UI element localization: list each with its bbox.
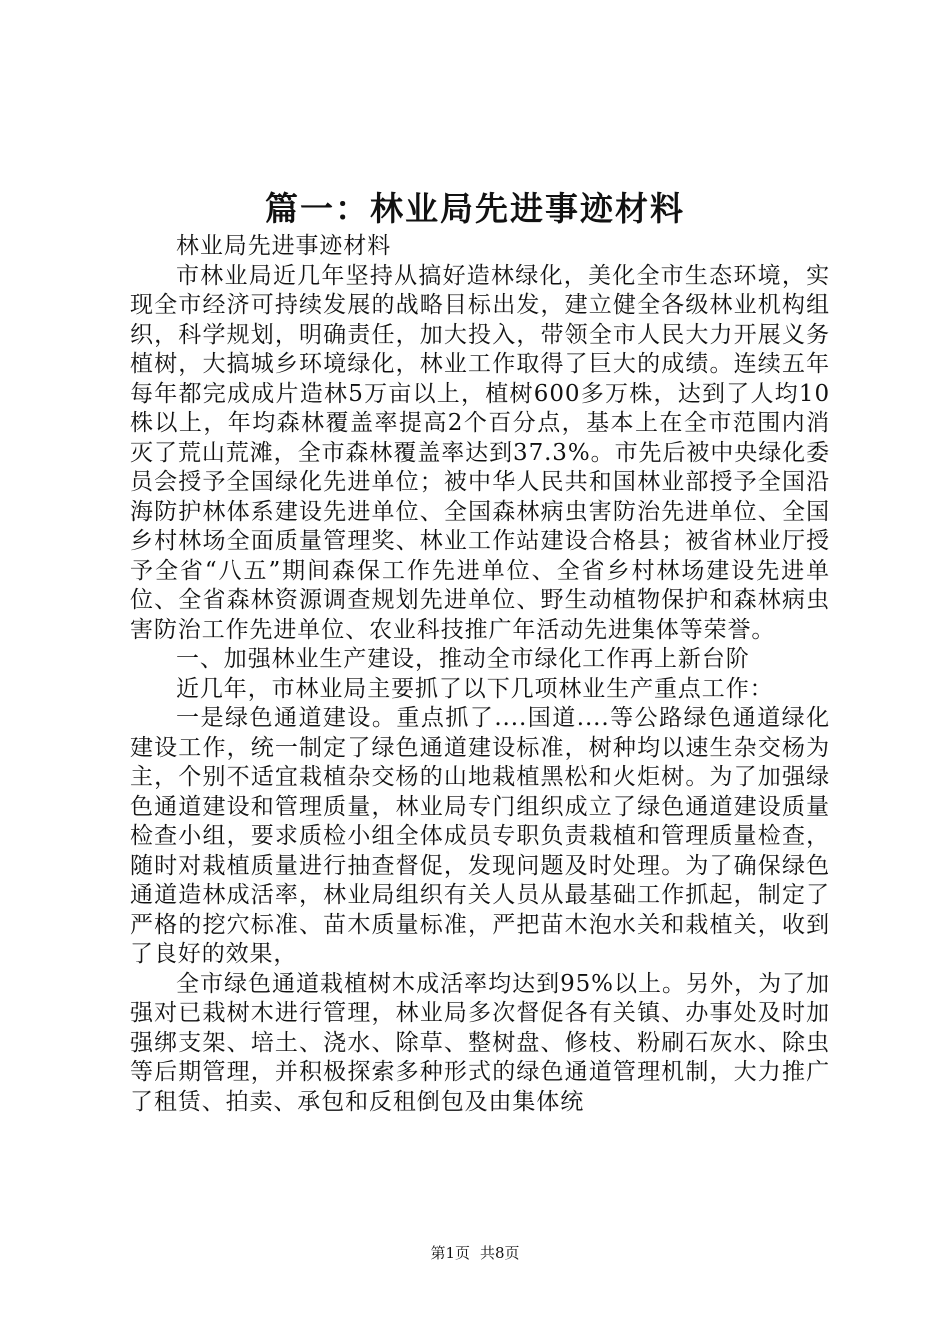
paragraph: 林业局先进事迹材料 <box>176 233 392 259</box>
page-number: 第1页 <box>430 1244 470 1262</box>
page-total: 共8页 <box>480 1244 520 1262</box>
paragraph: 全市绿色通道栽植树木成活率均达到95%以上。另外，为了加强对已栽树木进行管理，林业局多次督促各有关镇、办事处及时加强绑支架、培土、浇水、除草、整树盘、修枝、粉刷石灰水、除虫等后期管理，并积极探索多种形式的绿色通道管理机制，大力推广了租赁、拍卖、承包和反租倒包及由集体统 <box>130 970 830 1115</box>
paragraph: 一、加强林业生产建设，推动全市绿化工作再上新台阶 <box>176 646 750 672</box>
paragraph: 近几年，市林业局主要抓了以下几项林业生产重点工作： <box>176 675 774 702</box>
document-title: 篇一：林业局先进事迹材料 <box>265 189 685 228</box>
paragraph: 市林业局近几年坚持从搞好造林绿化，美化全市生态环境，实现全市经济可持续发展的战略目标出发，建立健全各级林业机构组织，科学规划，明确责任，加大投入，带领全市人民大力开展义务植树，大搞城乡环境绿化，林业工作取得了巨大的成绩。连续五年每年都完成成片造林5万亩以上，植树600多万株，达到了人均10株以上，年均森林覆盖率提高2个百分点，基本上在全市范围内消灭了荒山荒滩，全市森林覆盖率达到37.3%。市先后被中央绿化委员会授予全国绿化先进单位；被中华人民共和国林业部授予全国沿海防护林体系建设先进单位、全国森林病虫害防治先进单位、全国乡村林场全面质量管理奖、林业工作站建设合格县；被省林业厅授予全省“八五”期间森保工作先进单位、全省乡村林场建设先进单位、全省森林资源调查规划先进单位、野生动植物保护和森林病虫害防治工作先进单位、农业科技推广年活动先进集体等荣誉。 <box>130 262 830 643</box>
page-footer <box>0 1243 950 1263</box>
paragraph: 一是绿色通道建设。重点抓了....国道....等公路绿色通道绿化建设工作，统一制定了绿色通道建设标准，树种均以速生杂交杨为主，个别不适宜栽植杂交杨的山地栽植黑松和火炬树。为了加强绿色通道建设和管理质量，林业局专门组织成立了绿色通道建设质量检查小组，要求质检小组全体成员专职负责栽植和管理质量检查，随时对栽植质量进行抽查督促，发现问题及时处理。为了确保绿色通道造林成活率，林业局组织有关人员从最基础工作抓起，制定了严格的挖穴标准、苗木质量标准，严把苗木泡水关和栽植关，收到了良好的效果， <box>130 705 830 967</box>
document-body <box>130 232 830 1117</box>
